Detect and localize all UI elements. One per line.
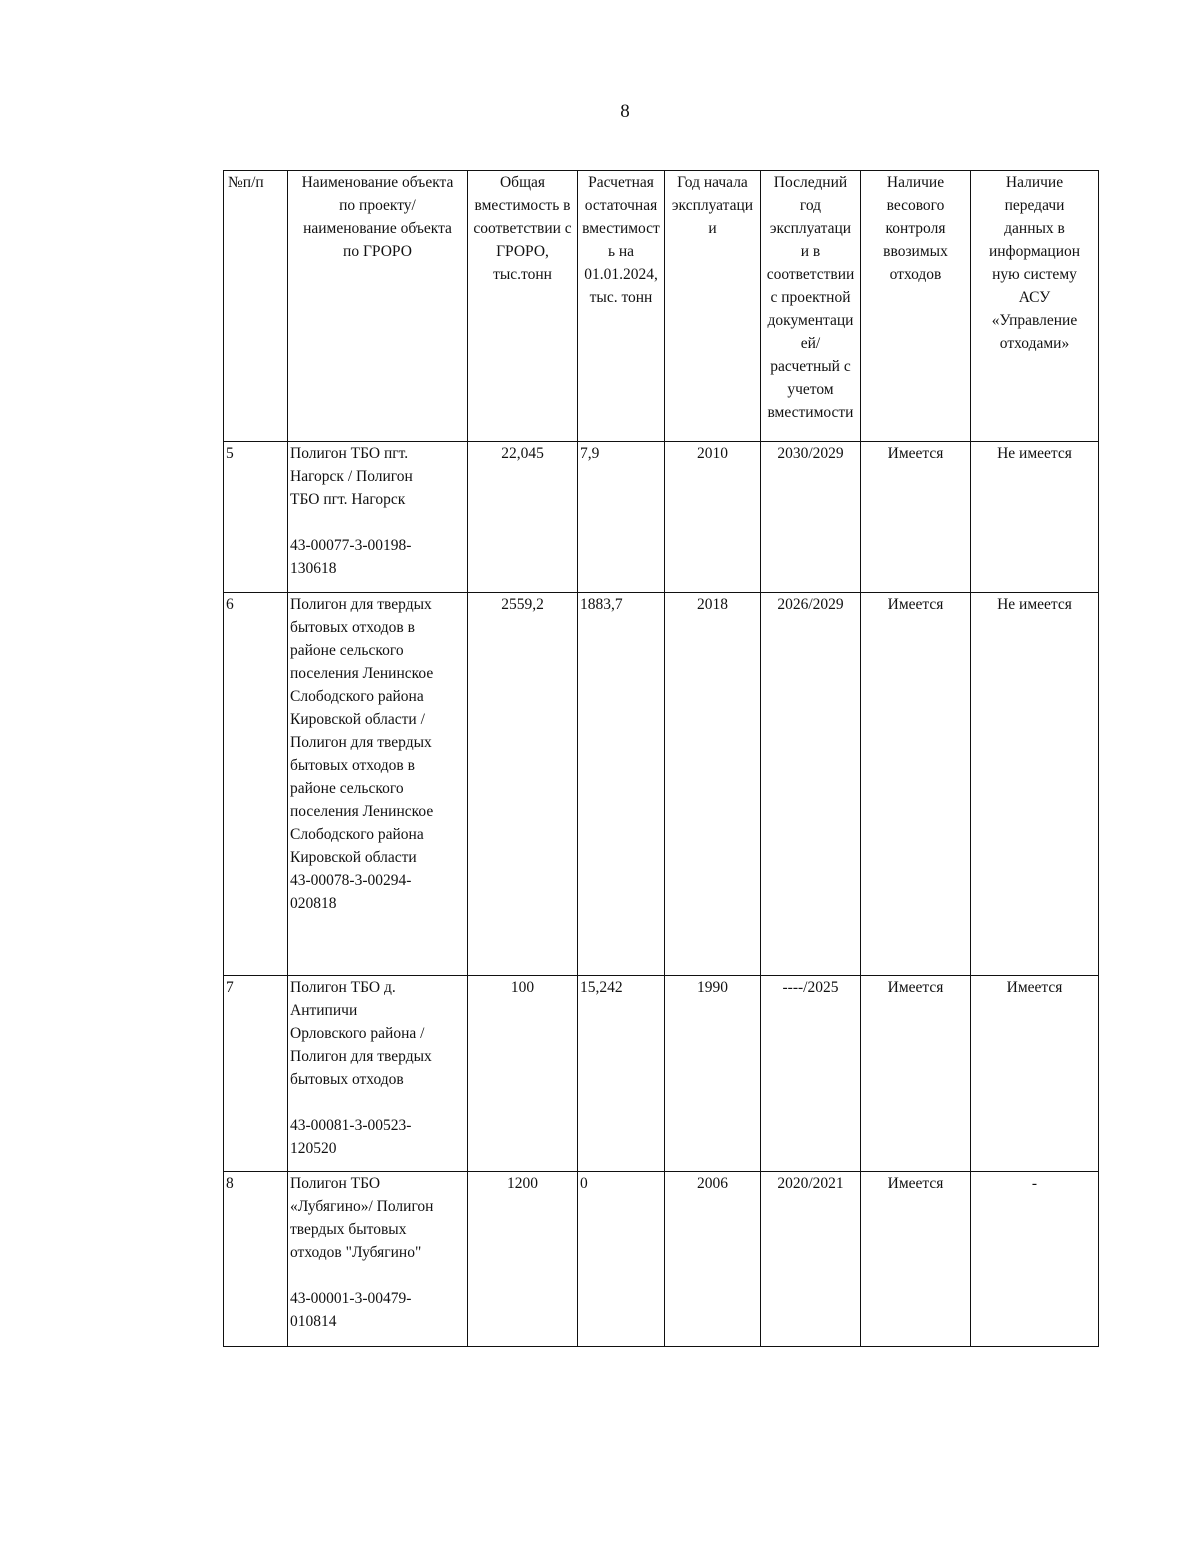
row-number: 7 xyxy=(224,976,288,1172)
residual-capacity: 0 xyxy=(578,1172,665,1347)
object-name: Полигон для твердых бытовых отходов в районе сельского поселения Ленинское Слободского района Кировской области / Полигон для твердых бытовых отходов в районе сельского поселения Ленинское Слободского района Кировской области xyxy=(290,596,434,866)
object-name: Полигон ТБО д. Антипичи Орловского района / Полигон для твердых бытовых отходов xyxy=(290,979,432,1088)
total-capacity: 2559,2 xyxy=(468,593,578,976)
total-capacity: 100 xyxy=(468,976,578,1172)
object-name: Полигон ТБО пгт. Нагорск / Полигон ТБО пгт. Нагорск xyxy=(290,445,413,508)
table-row xyxy=(224,442,1099,593)
last-year: ----/2025 xyxy=(761,976,861,1172)
weight-control: Имеется xyxy=(861,442,971,593)
weight-control: Имеется xyxy=(861,593,971,976)
residual-capacity: 15,242 xyxy=(578,976,665,1172)
page-number: 8 xyxy=(620,101,630,122)
residual-capacity: 7,9 xyxy=(578,442,665,593)
data-transfer: Не имеется xyxy=(971,442,1099,593)
total-capacity: 22,045 xyxy=(468,442,578,593)
object-name-cell xyxy=(288,593,468,976)
data-transfer: - xyxy=(971,1172,1099,1347)
row-number: 8 xyxy=(224,1172,288,1347)
groro-code: 43-00078-3-00294- 020818 xyxy=(290,872,412,912)
groro-code: 43-00077-3-00198- 130618 xyxy=(290,537,412,577)
row-number: 5 xyxy=(224,442,288,593)
header-total-capacity: Общая вместимость в соответствии с ГРОРО, тыс.тонн xyxy=(468,171,578,442)
header-residual-capacity: Расчетная остаточная вместимост ь на 01.01.2024, тыс. тонн xyxy=(578,171,665,442)
header-row xyxy=(224,171,1099,442)
last-year: 2026/2029 xyxy=(761,593,861,976)
header-weight-control: Наличие весового контроля ввозимых отходов xyxy=(861,171,971,442)
object-name-cell xyxy=(288,442,468,593)
last-year: 2020/2021 xyxy=(761,1172,861,1347)
row-number: 6 xyxy=(224,593,288,976)
groro-code: 43-00081-3-00523- 120520 xyxy=(290,1117,412,1157)
header-object-name: Наименование объекта по проекту/ наименование объекта по ГРОРО xyxy=(288,171,468,442)
header-number: №п/п xyxy=(224,171,288,442)
table-row xyxy=(224,1172,1099,1347)
start-year: 2006 xyxy=(665,1172,761,1347)
table-row xyxy=(224,976,1099,1172)
residual-capacity: 1883,7 xyxy=(578,593,665,976)
object-name-cell xyxy=(288,1172,468,1347)
start-year: 2010 xyxy=(665,442,761,593)
object-name-cell xyxy=(288,976,468,1172)
groro-code: 43-00001-3-00479- 010814 xyxy=(290,1290,412,1330)
weight-control: Имеется xyxy=(861,976,971,1172)
object-name: Полигон ТБО «Лубягино»/ Полигон твердых бытовых отходов "Лубягино" xyxy=(290,1175,434,1261)
weight-control: Имеется xyxy=(861,1172,971,1347)
table-row xyxy=(224,593,1099,976)
last-year: 2030/2029 xyxy=(761,442,861,593)
header-data-transfer: Наличие передачи данных в информацион ную систему АСУ «Управление отходами» xyxy=(971,171,1099,442)
total-capacity: 1200 xyxy=(468,1172,578,1347)
landfill-register-table xyxy=(223,170,1099,1347)
header-start-year: Год начала эксплуатаци и xyxy=(665,171,761,442)
start-year: 1990 xyxy=(665,976,761,1172)
data-transfer: Имеется xyxy=(971,976,1099,1172)
start-year: 2018 xyxy=(665,593,761,976)
header-last-year: Последний год эксплуатаци и в соответствии с проектной документаци ей/ расчетный с учетом вместимости xyxy=(761,171,861,442)
data-transfer: Не имеется xyxy=(971,593,1099,976)
